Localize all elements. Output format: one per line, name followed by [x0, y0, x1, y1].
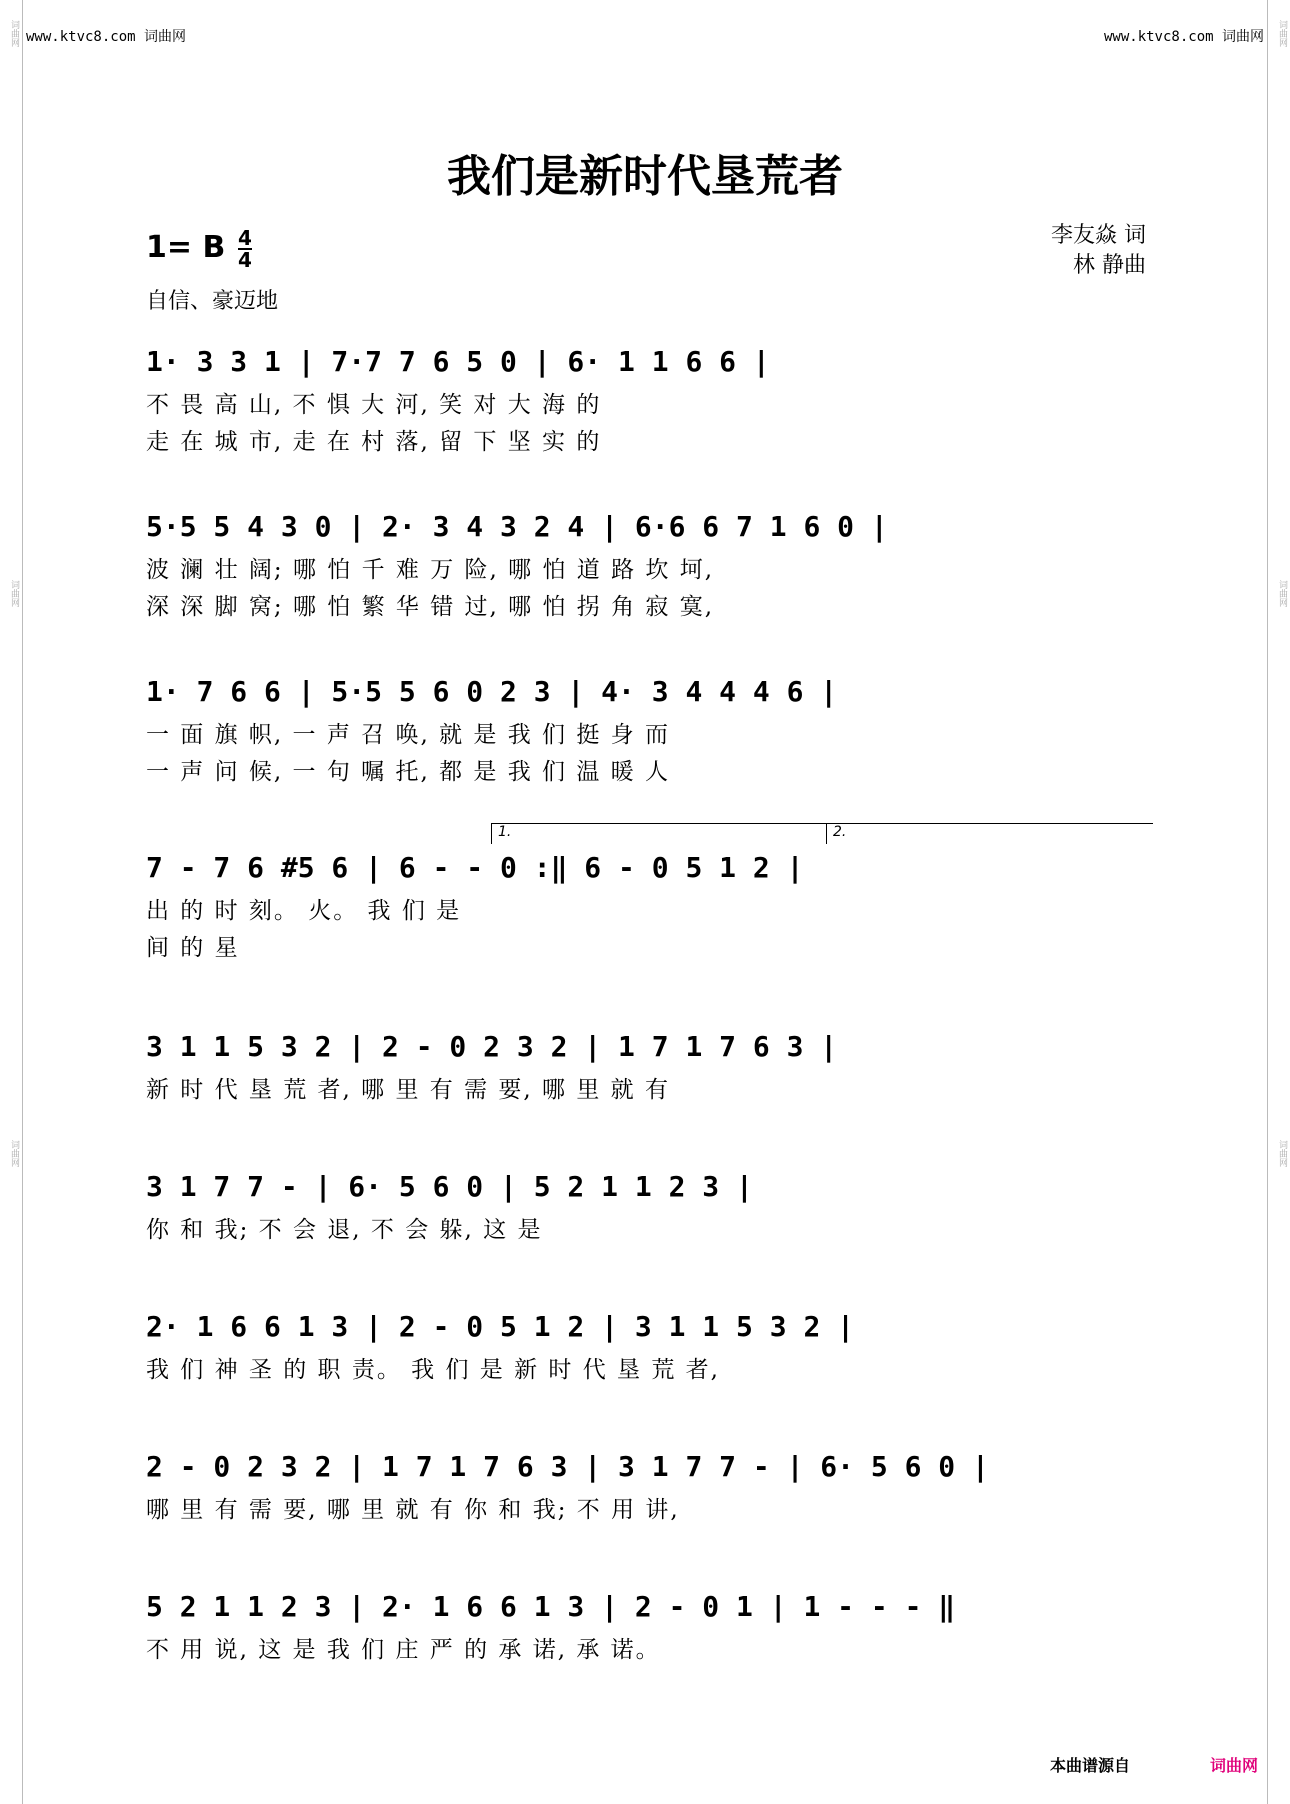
notes-line: 2· 1 6 6 1 3 | 2 - 0 5 1 2 | 3 1 1 5 3 2 |: [146, 1310, 855, 1343]
lyric-verse-1: 不 用 说, 这 是 我 们 庄 严 的 承 诺, 承 诺。: [146, 1637, 661, 1663]
composer-credit: 林 静曲: [1073, 253, 1146, 278]
notes-line: 5 2 1 1 2 3 | 2· 1 6 6 1 3 | 2 - 0 1 | 1 - - - ‖: [146, 1590, 956, 1623]
notes-line: 1· 7 6 6 | 5·5 5 6 0 2 3 | 4· 3 4 4 4 6 |: [146, 675, 838, 708]
lyricist-credit: 李友焱 词: [1051, 223, 1146, 248]
score-system-4: [146, 825, 1146, 962]
score-system-9: [146, 1590, 1146, 1664]
footer-source-text: 本曲谱源自: [1049, 1756, 1130, 1775]
notes-line: 5·5 5 4 3 0 | 2· 3 4 3 2 4 | 6·6 6 7 1 6 0 |: [146, 510, 888, 543]
volta-2-bracket: 2.: [826, 823, 1153, 844]
side-watermark: 词曲网: [9, 580, 19, 607]
score-system-7: [146, 1310, 1146, 1384]
volta-1-bracket: 1.: [491, 823, 828, 844]
notes-line: 3 1 1 5 3 2 | 2 - 0 2 3 2 | 1 7 1 7 6 3 |: [146, 1030, 838, 1063]
notes-line: 3 1 7 7 - | 6· 5 6 0 | 5 2 1 1 2 3 |: [146, 1170, 753, 1203]
lyric-verse-2: 间 的 星: [146, 935, 240, 961]
score-system-8: [146, 1450, 1146, 1524]
score-system-3: [146, 675, 1146, 786]
lyric-verse-1: 我 们 神 圣 的 职 责。 我 们 是 新 时 代 垦 荒 者,: [146, 1357, 720, 1383]
time-signature-bottom: 4: [238, 248, 252, 272]
score-system-2: [146, 510, 1146, 621]
time-signature-top: 4: [238, 226, 252, 250]
watermark-url-left: www.ktvc8.com 词曲网: [26, 29, 187, 45]
side-watermark: 词曲网: [1277, 20, 1287, 47]
score-system-1: [146, 345, 1146, 456]
watermark-url-right: www.ktvc8.com 词曲网: [1103, 29, 1264, 45]
time-signature: [238, 228, 252, 270]
footer-brand-link[interactable]: 词曲网: [1209, 1756, 1258, 1775]
tempo-marking: 自信、豪迈地: [146, 289, 279, 314]
lyric-verse-1: 哪 里 有 需 要, 哪 里 就 有 你 和 我; 不 用 讲,: [146, 1497, 680, 1523]
lyric-verse-1: 出 的 时 刻。 火。 我 们 是: [146, 898, 462, 924]
side-watermark: 词曲网: [1277, 1140, 1287, 1167]
side-watermark: 词曲网: [9, 1140, 19, 1167]
score-system-6: [146, 1170, 1146, 1244]
lyric-verse-1: 新 时 代 垦 荒 者, 哪 里 有 需 要, 哪 里 就 有: [146, 1077, 670, 1103]
notes-line: 7 - 7 6 #5 6 | 6 - - 0 :‖ 6 - 0 5 1 2 |: [146, 851, 804, 884]
notes-line: 2 - 0 2 3 2 | 1 7 1 7 6 3 | 3 1 7 7 - | 6· 5 6 0 |: [146, 1450, 989, 1483]
right-watermark-strip: [1267, 0, 1290, 1804]
left-watermark-strip: [0, 0, 23, 1804]
song-title: 我们是新时代垦荒者: [447, 151, 843, 202]
score-system-5: [146, 1030, 1146, 1104]
key-signature: 1= B: [146, 230, 226, 265]
lyric-verse-1: 波 澜 壮 阔; 哪 怕 千 难 万 险, 哪 怕 道 路 坎 坷,: [146, 557, 715, 583]
lyric-verse-1: 你 和 我; 不 会 退, 不 会 躲, 这 是: [146, 1217, 543, 1243]
lyric-verse-1: 一 面 旗 帜, 一 声 召 唤, 就 是 我 们 挺 身 而: [146, 722, 670, 748]
side-watermark: 词曲网: [1277, 580, 1287, 607]
notes-line: 1· 3 3 1 | 7·7 7 6 5 0 | 6· 1 1 6 6 |: [146, 345, 770, 378]
lyric-verse-2: 一 声 问 候, 一 句 嘱 托, 都 是 我 们 温 暖 人: [146, 759, 670, 785]
lyric-verse-1: 不 畏 高 山, 不 惧 大 河, 笑 对 大 海 的: [146, 392, 602, 418]
lyric-verse-2: 走 在 城 市, 走 在 村 落, 留 下 坚 实 的: [146, 429, 602, 455]
lyric-verse-2: 深 深 脚 窝; 哪 怕 繁 华 错 过, 哪 怕 拐 角 寂 寞,: [146, 594, 715, 620]
side-watermark: 词曲网: [9, 20, 19, 47]
